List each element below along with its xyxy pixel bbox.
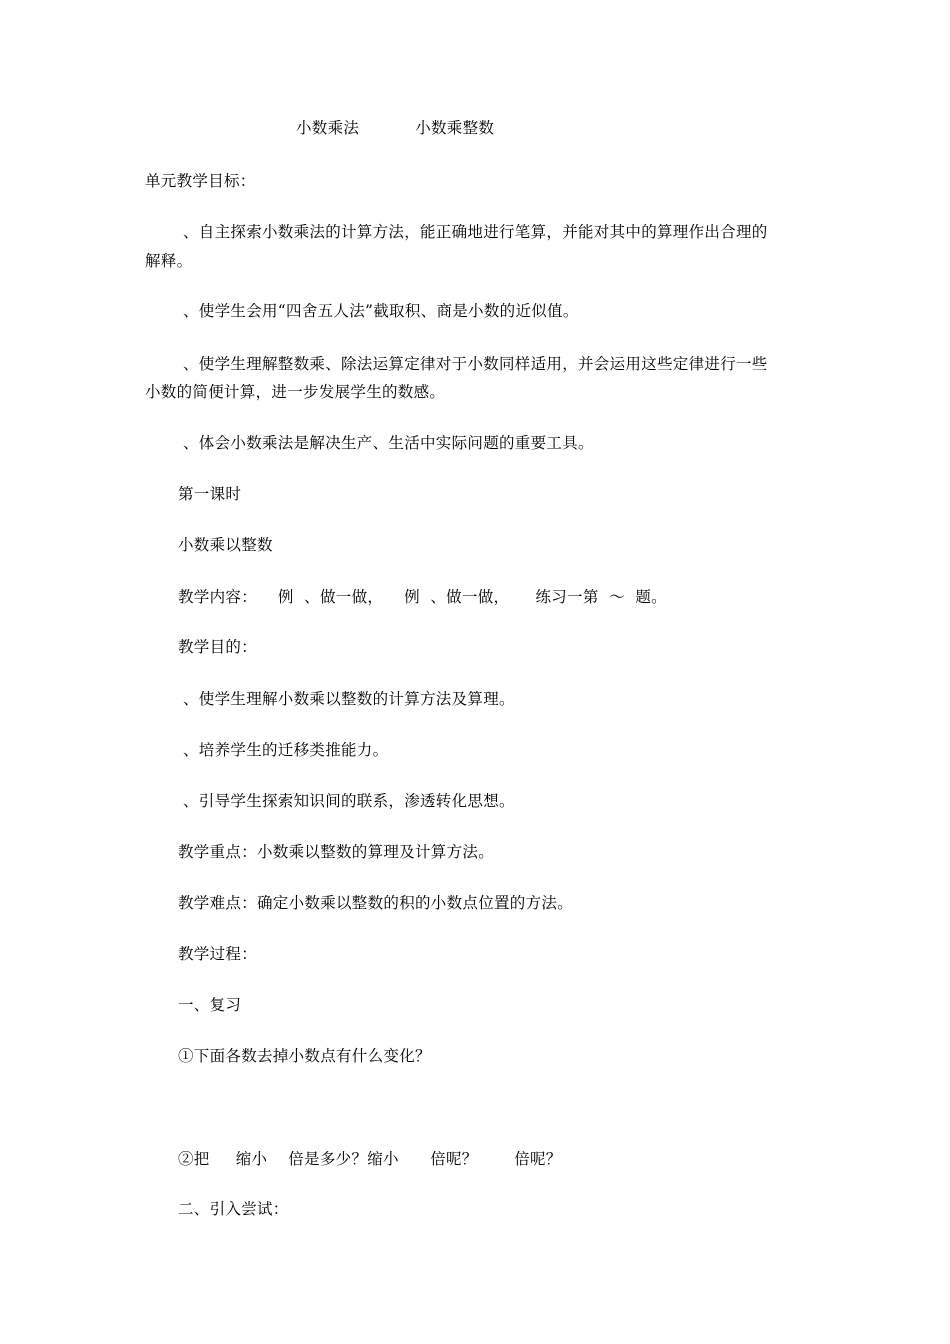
title-right: 小数乘整数 xyxy=(415,119,495,137)
objective-1: 、使学生理解小数乘以整数的计算方法及算理。 xyxy=(183,690,515,708)
goal-3-line-2: 小数的简便计算，进一步发展学生的数感。 xyxy=(145,383,446,401)
lesson-label: 第一课时 xyxy=(178,485,242,503)
intro-heading: 二、引入尝试： xyxy=(178,1200,289,1218)
goal-4: 、体会小数乘法是解决生产、生活中实际问题的重要工具。 xyxy=(183,434,594,452)
goal-3-line-1: 、使学生理解整数乘、除法运算定律对于小数同样适用，并会运用这些定律进行一些 xyxy=(183,355,768,373)
review-question-2: ②把 缩小 倍是多少？缩小 倍呢？ 倍呢？ xyxy=(178,1150,562,1168)
objectives-heading: 教学目的： xyxy=(178,638,258,656)
document-title xyxy=(296,117,494,139)
lesson-title: 小数乘以整数 xyxy=(178,536,273,554)
review-heading: 一、复习 xyxy=(178,996,242,1014)
objective-2: 、培养学生的迁移类推能力。 xyxy=(183,741,389,759)
objective-3: 、引导学生探索知识间的联系，渗透转化思想。 xyxy=(183,792,515,810)
key-point: 教学重点：小数乘以整数的算理及计算方法。 xyxy=(178,843,495,861)
process-heading: 教学过程： xyxy=(178,945,258,963)
title-left: 小数乘法 xyxy=(296,119,360,137)
teaching-content: 教学内容： 例 、做一做， 例 、做一做， 练习一第 ～ 题。 xyxy=(178,588,667,606)
review-question-1: ①下面各数去掉小数点有什么变化？ xyxy=(178,1047,431,1065)
goal-1-line-2: 解释。 xyxy=(145,252,193,270)
goal-2: 、使学生会用“四舍五人法”截取积、商是小数的近似值。 xyxy=(183,302,579,320)
goal-1-line-1: 、自主探索小数乘法的计算方法，能正确地进行笔算，并能对其中的算理作出合理的 xyxy=(183,223,768,241)
unit-goals-heading: 单元教学目标： xyxy=(145,172,256,190)
difficulty: 教学难点：确定小数乘以整数的积的小数点位置的方法。 xyxy=(178,894,574,912)
